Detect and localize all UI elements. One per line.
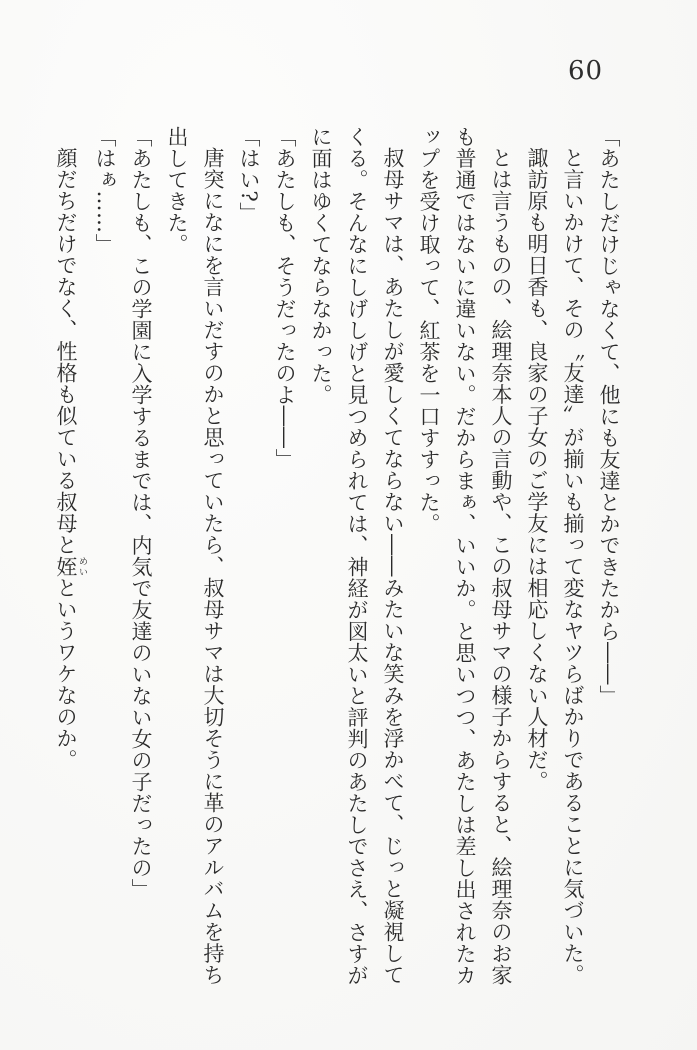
narrative-paragraph: 唐突になにを言いだすのかと思っていたら、叔母サマは大切そうに革のアルバムを持ち出してきた。 [165, 126, 225, 986]
dialogue-paragraph: 「あたしだけじゃなくて、他にも友達とかできたから――」 [597, 126, 621, 707]
narrative-paragraph: とは言うものの、絵理奈本人の言動や、この叔母サマの様子からすると、絵理奈のお家も普通ではないに違いない。だからまぁ、いいか。と思いつつ、あたしは差し出されたカップを受け取って、紅茶を一口すすった。 [417, 126, 513, 986]
narrative-paragraph: 諏訪原も明日香も、良家の子女のご学友には相応しくない人材だ。 [525, 147, 549, 792]
ruby-annotated-word: 姪 めい [54, 555, 87, 577]
narrative-paragraph: 叔母サマは、あたしが愛しくてならない――みたいな笑みを浮かべて、じっと凝視してくる。そんなにしげしげと見つめられては、神経が図太いと評判のあたしでさえ、さすがに面はゆくてならなかった。 [309, 126, 405, 986]
narrative-paragraph: と言いかけて、その〝友達〟が揃いも揃って変なヤツらばかりであることに気づいた。 [561, 147, 585, 986]
page-number: 60 [568, 56, 604, 86]
dialogue-paragraph: 「あたしも、この学園に入学するまでは、内気で友達のいない女の子だったの」 [129, 126, 153, 900]
dialogue-paragraph: 「はい?」 [237, 126, 261, 224]
narrative-paragraph: 顔だちだけでなく、性格も似ている叔母と姪 めいというワケなのか。 [54, 147, 87, 771]
dialogue-paragraph: 「あたしも、そうだったのよ――」 [273, 126, 297, 470]
text-body [49, 126, 627, 988]
dialogue-paragraph: 「はぁ……」 [93, 126, 117, 255]
